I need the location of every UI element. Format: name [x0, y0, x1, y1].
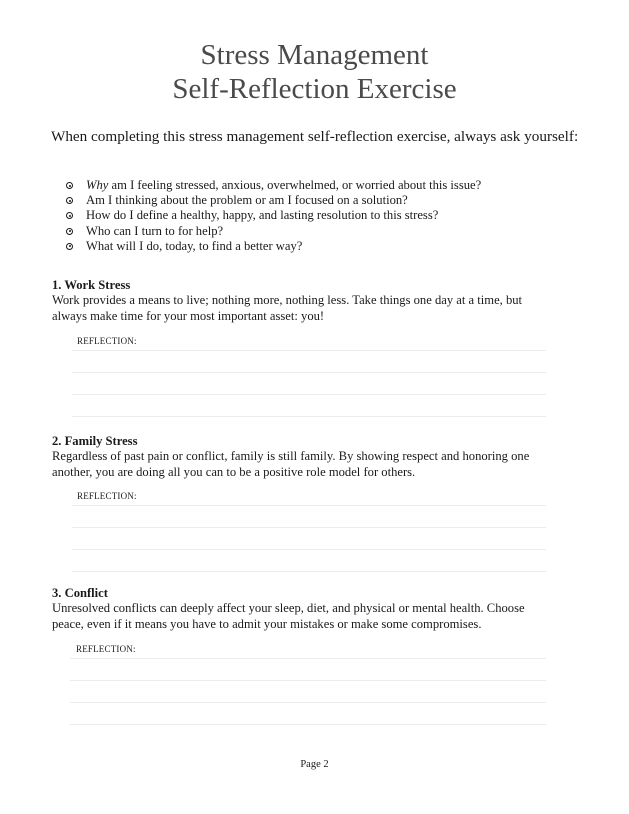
reflection-label: REFLECTION: — [76, 644, 136, 654]
list-item — [66, 239, 576, 254]
bullet-icon — [66, 182, 73, 189]
section-body: Unresolved conflicts can deeply affect your sleep, diet, and physical or mental health. Choose peace, even if it means you have to admit your mistakes or make some compromises. — [52, 601, 525, 631]
emphasis-text: Why — [86, 178, 109, 192]
bullet-icon — [66, 243, 73, 250]
reflection-label: REFLECTION: — [77, 336, 137, 346]
list-item-text: What will I do, today, to find a better way? — [86, 238, 303, 253]
reflection-line — [70, 680, 546, 681]
section-heading: 2. Family Stress — [52, 434, 138, 448]
reflection-label: REFLECTION: — [77, 491, 137, 501]
list-item — [66, 224, 576, 239]
bullet-icon — [66, 197, 73, 204]
section-heading: 3. Conflict — [52, 586, 108, 600]
list-item-text: Who can I turn to for help? — [86, 223, 224, 238]
section-work-stress — [52, 278, 552, 324]
list-item-text: How do I define a healthy, happy, and lasting resolution to this stress? — [86, 208, 439, 223]
section-body: Regardless of past pain or conflict, family is still family. By showing respect and honoring one another, you are doing all you can to be a positive role model for others. — [52, 449, 530, 479]
list-item — [66, 193, 576, 208]
page-number: Page 2 — [300, 759, 329, 770]
bullet-icon — [66, 212, 73, 219]
reflection-line — [70, 658, 546, 659]
section-conflict — [52, 586, 552, 632]
list-item — [66, 178, 576, 193]
intro-paragraph: When completing this stress management self-reflection exercise, always ask yourself: — [51, 128, 579, 145]
reflection-line — [70, 724, 546, 725]
reflection-line — [72, 416, 546, 417]
reflection-line — [72, 571, 546, 572]
question-list — [66, 178, 576, 254]
reflection-line — [72, 350, 546, 351]
list-item-text: am I feeling stressed, anxious, overwhelmed, or worried about this issue? — [108, 178, 482, 192]
reflection-line — [72, 505, 546, 506]
reflection-line — [72, 372, 546, 373]
section-heading: 1. Work Stress — [52, 278, 131, 292]
list-item — [66, 208, 576, 223]
bullet-icon — [66, 228, 73, 235]
title-line-1: Stress Management — [200, 39, 429, 71]
reflection-line — [70, 702, 546, 703]
list-item-text: Am I thinking about the problem or am I focused on a solution? — [86, 193, 408, 208]
page-title — [0, 38, 629, 106]
section-family-stress — [52, 434, 552, 480]
title-line-2: Self-Reflection Exercise — [172, 73, 457, 105]
section-body: Work provides a means to live; nothing more, nothing less. Take things one day at a time, but always make time for your most important asset: you! — [52, 293, 523, 323]
reflection-line — [72, 527, 546, 528]
reflection-line — [72, 549, 546, 550]
reflection-line — [72, 394, 546, 395]
